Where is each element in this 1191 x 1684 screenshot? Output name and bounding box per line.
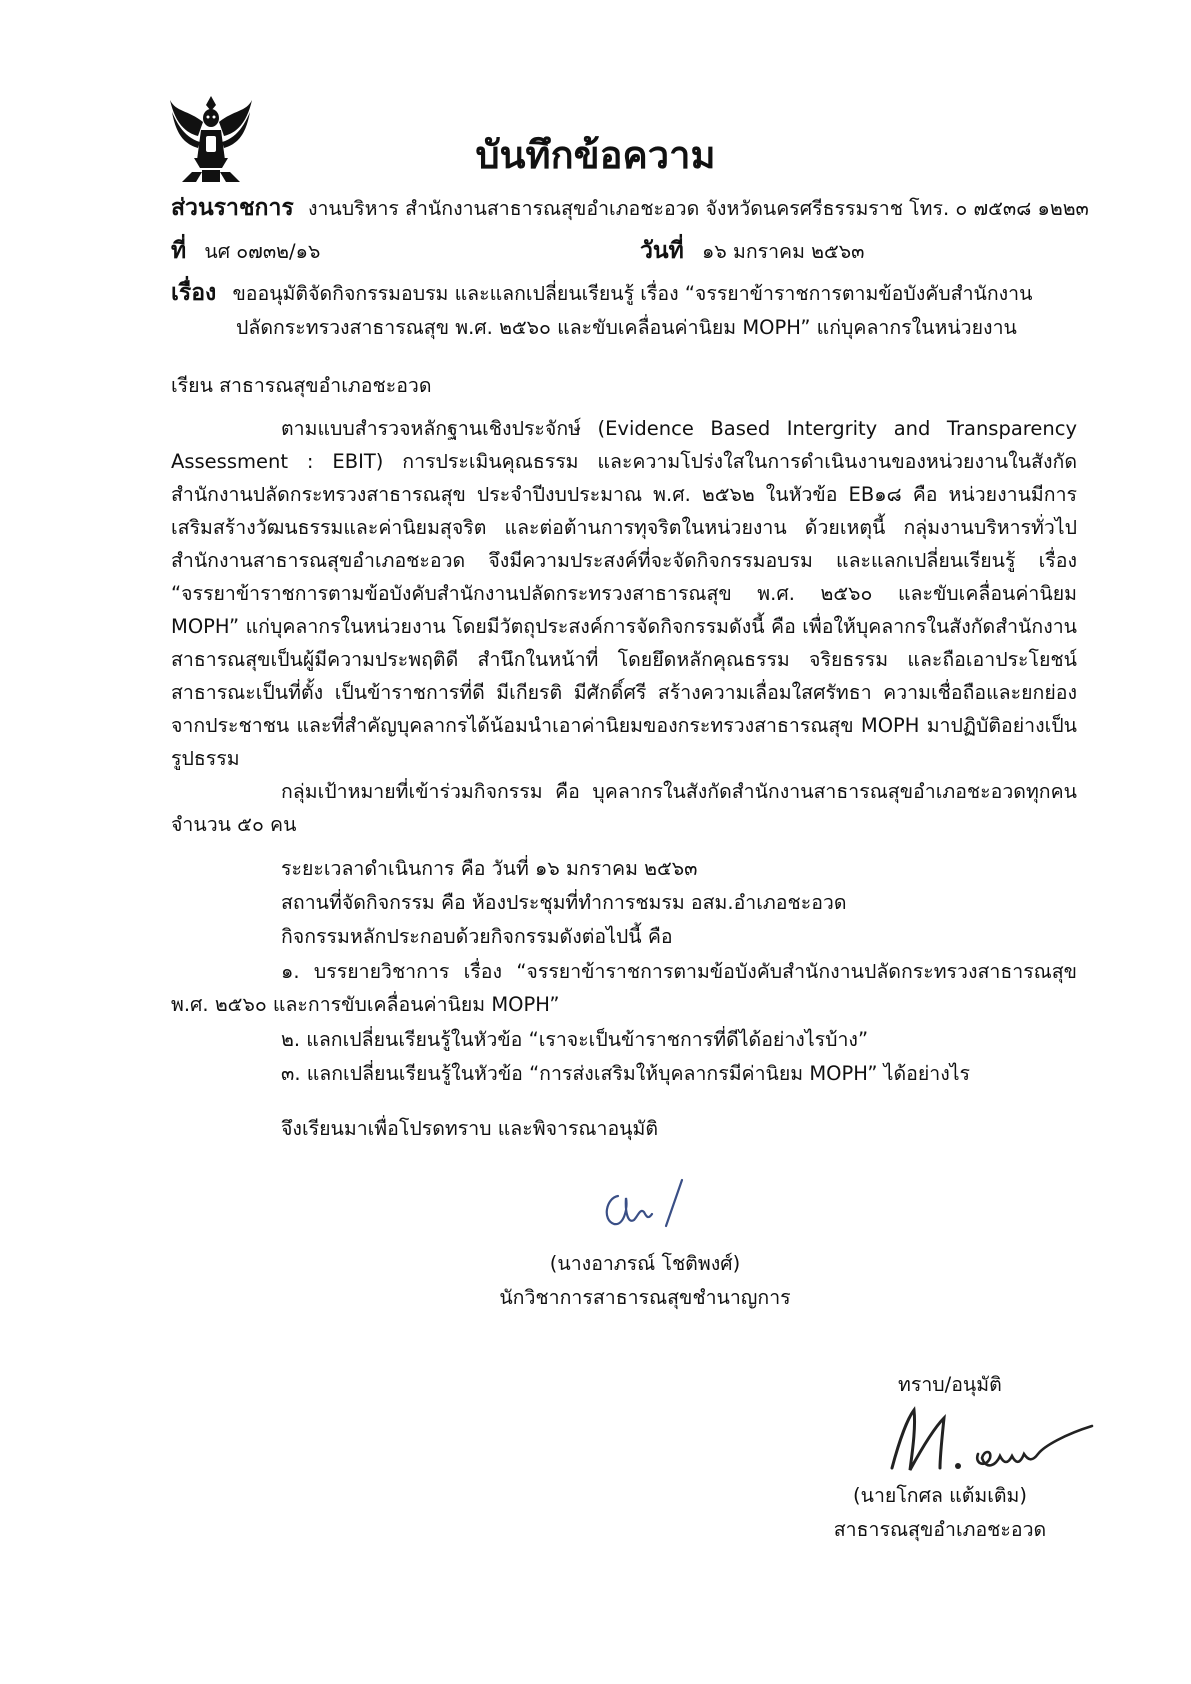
approver-position: สาธารณสุขอำเภอชะอวด (833, 1518, 1047, 1541)
subject-line-1 (171, 277, 1032, 310)
activities-intro: กิจกรรมหลักประกอบด้วยกิจกรรมดังต่อไปนี้ คือ (281, 925, 673, 948)
subject-text-1: ขออนุมัติจัดกิจกรรมอบรม และแลกเปลี่ยนเรียนรู้ เรื่อง “จรรยาข้าราชการตามข้อบังคับสำนักงาน (232, 282, 1033, 305)
closing-line: จึงเรียนมาเพื่อโปรดทราบ และพิจารณาอนุมัติ (281, 1117, 659, 1140)
agency-value: งานบริหาร สำนักงานสาธารณสุขอำเภอชะอวด จังหวัดนครศรีธรรมราช โทร. ๐ ๗๕๓๘ ๑๒๒๓ (307, 197, 1089, 220)
date-value: ๑๖ มกราคม ๒๕๖๓ (702, 240, 865, 263)
approval-label: ทราบ/อนุมัติ (898, 1373, 1002, 1396)
salutation: เรียน สาธารณสุขอำเภอชะอวด (171, 374, 432, 397)
agency-line (171, 192, 1089, 225)
memo-title: บันทึกข้อความ (475, 133, 716, 177)
agency-label: ส่วนราชการ (171, 195, 294, 221)
reference-number: นศ ๐๗๓๒/๑๖ (204, 240, 321, 263)
venue-line: สถานที่จัดกิจกรรม คือ ห้องประชุมที่ทำการชมรม อสม.อำเภอชะอวด (281, 891, 847, 914)
reference-label: ที่ (171, 238, 187, 264)
duration-line: ระยะเวลาดำเนินการ คือ วันที่ ๑๖ มกราคม ๒๕๖๓ (281, 857, 698, 880)
activity-item-1: ๑. บรรยายวิชาการ เรื่อง “จรรยาข้าราชการตามข้อบังคับสำนักงานปลัดกระทรวงสาธารณสุข พ.ศ. ๒๕๖๐ และการขับเคลื่อนค่านิยม MOPH” (171, 960, 1077, 1016)
subject-text-2: ปลัดกระทรวงสาธารณสุข พ.ศ. ๒๕๖๐ และขับเคลื่อนค่านิยม MOPH” แก่บุคลากรในหน่วยงาน (236, 316, 1017, 339)
subject-label: เรื่อง (171, 280, 217, 306)
signer-1-name: (นางอาภรณ์ โชติพงศ์) (549, 1252, 741, 1275)
date-line (640, 235, 864, 268)
paragraph-background: ตามแบบสำรวจหลักฐานเชิงประจักษ์ (Evidence Based Intergrity and Transparency Assessment : EBIT) การประเมินคุณธรรม และความโปร่งใสในการดำเนินงานของหน่วยงานในสังกัดสำนักงานปลัดกระทรวงสาธารณสุข ประจำปีงบประมาณ พ.ศ. ๒๕๖๒ ในหัวข้อ EB๑๘ คือ หน่วยงานมีการเสริมสร้างวัฒนธรรมและค่านิยมสุจริต และต่อต้านการทุจริตในหน่วยงาน ด้วยเหตุนี้ กลุ่มงานบริหารทั่วไปสำนักงานสาธารณสุขอำเภอชะอวด จึงมีความประสงค์ที่จะจัดกิจกรรมอบรม และแลกเปลี่ยนเรียนรู้ เรื่อง “จรรยาข้าราชการตามข้อบังคับสำนักงานปลัดกระทรวงสาธารณสุข พ.ศ. ๒๕๖๐ และขับเคลื่อนค่านิยม MOPH” แก่บุคลากรในหน่วยงาน โดยมีวัตถุประสงค์การจัดกิจกรรมดังนี้ คือ เพื่อให้บุคลากรในสังกัดสำนักงานสาธารณสุขเป็นผู้มีความประพฤติดี สำนึกในหน้าที่ โดยยึดหลักคุณธรรม จริยธรรม และถือเอาประโยชน์สาธารณะเป็นที่ตั้ง เป็นข้าราชการที่ดี มีเกียรติ มีศักดิ์ศรี สร้างความเลื่อมใสศรัทธา ความเชื่อถือและยกย่องจากประชาชน และที่สำคัญบุคลากรได้น้อมนำเอาค่านิยมของกระทรวงสาธารณสุข MOPH มาปฏิบัติอย่างเป็นรูปธรรม (171, 417, 1077, 770)
signature-2-icon (870, 1398, 1100, 1488)
reference-line (171, 235, 320, 268)
signer-1-position: นักวิชาการสาธารณสุขชำนาญการ (499, 1286, 791, 1309)
activity-item-3: ๓. แลกเปลี่ยนเรียนรู้ในหัวข้อ “การส่งเสริมให้บุคลากรมีค่านิยม MOPH” ได้อย่างไร (281, 1062, 971, 1085)
date-label: วันที่ (640, 238, 684, 264)
paragraph-target-group: กลุ่มเป้าหมายที่เข้าร่วมกิจกรรม คือ บุคลากรในสังกัดสำนักงานสาธารณสุขอำเภอชะอวดทุกคน จำนวน ๕๐ คน (171, 780, 1077, 836)
signature-1-icon (588, 1168, 698, 1248)
approver-name: (นายโกศล แต้มเติม) (853, 1484, 1027, 1507)
activity-item-2: ๒. แลกเปลี่ยนเรียนรู้ในหัวข้อ “เราจะเป็นข้าราชการที่ดีได้อย่างไรบ้าง” (281, 1028, 869, 1051)
